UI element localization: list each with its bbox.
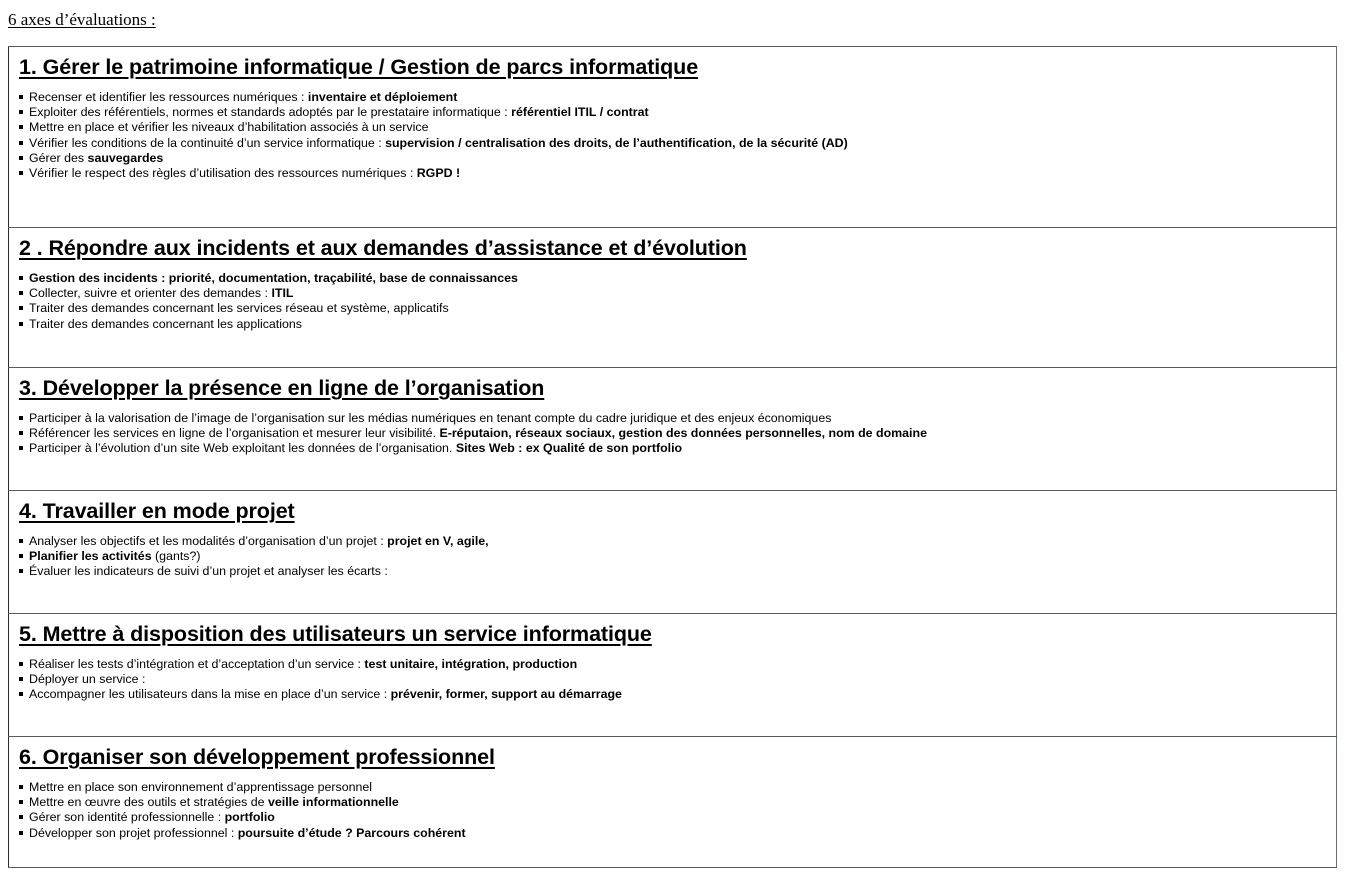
axis-cell-4 xyxy=(9,491,1337,614)
list-item-emphasis: RGPD ! xyxy=(416,166,461,181)
axis-content-5 xyxy=(9,614,1336,736)
list-item-tail: (gants?) xyxy=(151,549,201,564)
bullet-square-icon xyxy=(19,95,23,99)
list-item-emphasis: prévenir, former, support au démarrage xyxy=(390,687,622,702)
axis-item-list-1 xyxy=(19,90,1326,181)
list-item-emphasis: Gestion des incidents : priorité, documentation, traçabilité, base de connaissances xyxy=(29,271,518,285)
list-item-text: Traiter des demandes concernant les applications xyxy=(29,316,302,331)
bullet-square-icon xyxy=(19,785,23,789)
axis-cell-5 xyxy=(9,614,1337,737)
bullet-square-icon xyxy=(19,800,23,804)
axis-title-6: 6. Organiser son développement professionnel xyxy=(19,745,495,769)
bullet-square-icon xyxy=(19,276,23,280)
list-item-text: Traiter des demandes concernant les services réseau et système, applicatifs xyxy=(29,301,449,316)
list-item-text: Évaluer les indicateurs de suivi d’un projet et analyser les écarts : xyxy=(29,564,388,579)
bullet-square-icon xyxy=(19,539,23,543)
axis-title-2: 2 . Répondre aux incidents et aux demandes d’assistance et d’évolution xyxy=(19,236,747,260)
axis-cell-1 xyxy=(9,47,1337,228)
axis-content-1 xyxy=(9,47,1336,227)
axis-item-list-2 xyxy=(19,271,1326,332)
axis-content-4 xyxy=(9,491,1336,613)
list-item-emphasis: projet en V, agile, xyxy=(387,534,489,548)
list-item xyxy=(19,687,1326,702)
list-item-emphasis: test unitaire, intégration, production xyxy=(364,657,578,671)
list-item xyxy=(19,166,1326,181)
list-item-text: Gérer des xyxy=(29,150,88,165)
list-item-text: Participer à l’évolution d’un site Web exploitant les données de l’organisation. xyxy=(29,441,456,456)
axis-title-3: 3. Développer la présence en ligne de l’organisation xyxy=(19,376,545,400)
list-item-emphasis: poursuite d’étude ? Parcours cohérent xyxy=(237,825,466,840)
list-item-emphasis: inventaire et déploiement xyxy=(307,90,458,104)
bullet-square-icon xyxy=(19,416,23,420)
axis-cell-2 xyxy=(9,228,1337,368)
list-item xyxy=(19,151,1326,166)
list-item-text: Analyser les objectifs et les modalités d’organisation d’un projet : xyxy=(29,534,388,548)
axis-title-5: 5. Mettre à disposition des utilisateurs un service informatique xyxy=(19,622,652,646)
list-item xyxy=(19,780,1326,795)
axis-title-4: 4. Travailler en mode projet xyxy=(19,499,295,523)
list-item xyxy=(19,534,1326,549)
table-row xyxy=(9,614,1337,737)
list-item xyxy=(19,426,1326,441)
bullet-square-icon xyxy=(19,677,23,681)
bullet-square-icon xyxy=(19,831,23,835)
bullet-square-icon xyxy=(19,156,23,160)
list-item xyxy=(19,810,1326,825)
list-item xyxy=(19,826,1326,841)
axis-item-list-6 xyxy=(19,780,1326,841)
bullet-square-icon xyxy=(19,110,23,114)
list-item-text: Accompagner les utilisateurs dans la mise en place d’un service : xyxy=(29,687,391,702)
list-item-emphasis: ITIL xyxy=(271,286,294,301)
bullet-square-icon xyxy=(19,431,23,435)
list-item xyxy=(19,136,1326,151)
bullet-square-icon xyxy=(19,306,23,310)
list-item-text: Gérer son identité professionnelle : xyxy=(29,810,225,825)
axis-title-1: 1. Gérer le patrimoine informatique / Gestion de parcs informatique xyxy=(19,55,699,79)
list-item xyxy=(19,795,1326,810)
list-item xyxy=(19,549,1326,564)
table-row xyxy=(9,228,1337,368)
list-item-text: Référencer les services en ligne de l’organisation et mesurer leur visibilité. xyxy=(29,426,440,441)
axis-content-3 xyxy=(9,368,1336,490)
list-item-text: Réaliser les tests d’intégration et d’acceptation d’un service : xyxy=(29,657,365,671)
list-item-text: Mettre en place et vérifier les niveaux d’habilitation associés à un service xyxy=(29,120,429,135)
list-item-text: Développer son projet professionnel : xyxy=(29,825,238,840)
list-item xyxy=(19,90,1326,105)
bullet-square-icon xyxy=(19,815,23,819)
list-item xyxy=(19,564,1326,579)
bullet-square-icon xyxy=(19,171,23,175)
list-item-emphasis: Sites Web : ex Qualité de son portfolio xyxy=(455,441,683,456)
bullet-square-icon xyxy=(19,446,23,450)
bullet-square-icon xyxy=(19,692,23,696)
list-item-text: Exploiter des référentiels, normes et standards adoptés par le prestataire informatique : xyxy=(29,105,512,120)
list-item-text: Mettre en œuvre des outils et stratégies de xyxy=(29,795,268,810)
axes-table xyxy=(8,46,1337,868)
list-item-text: Participer à la valorisation de l’image de l’organisation sur les médias numériques en tenant compte du cadre juridique et des enjeux économiques xyxy=(29,411,832,425)
bullet-square-icon xyxy=(19,554,23,558)
axis-item-list-4 xyxy=(19,534,1326,580)
bullet-square-icon xyxy=(19,125,23,129)
table-row xyxy=(9,737,1337,868)
list-item xyxy=(19,120,1326,135)
list-item-text: Vérifier le respect des règles d’utilisation des ressources numériques : xyxy=(29,166,417,181)
list-item xyxy=(19,411,1326,426)
list-item-text: Collecter, suivre et orienter des demandes : xyxy=(29,286,272,301)
axis-item-list-5 xyxy=(19,657,1326,703)
list-item-emphasis: portfolio xyxy=(224,810,275,825)
axis-item-list-3 xyxy=(19,411,1326,457)
table-row xyxy=(9,368,1337,491)
axis-content-6 xyxy=(9,737,1336,867)
list-item-emphasis: sauvegardes xyxy=(87,150,164,165)
table-row xyxy=(9,491,1337,614)
list-item-emphasis: veille informationnelle xyxy=(267,795,399,810)
bullet-square-icon xyxy=(19,141,23,145)
bullet-square-icon xyxy=(19,322,23,326)
list-item xyxy=(19,105,1326,120)
list-item-emphasis: E-réputaion, réseaux sociaux, gestion des données personnelles, nom de domaine xyxy=(439,426,927,441)
list-item xyxy=(19,301,1326,316)
list-item-text: Vérifier les conditions de la continuité d’un service informatique : xyxy=(29,135,386,150)
list-item xyxy=(19,441,1326,456)
list-item-text: Déployer un service : xyxy=(29,672,146,687)
page-title: 6 axes d’évaluations : xyxy=(8,10,156,29)
bullet-square-icon xyxy=(19,291,23,295)
list-item-text: Mettre en place son environnement d’apprentissage personnel xyxy=(29,780,373,794)
axis-cell-6 xyxy=(9,737,1337,868)
list-item-emphasis: Planifier les activités xyxy=(29,549,152,564)
list-item xyxy=(19,672,1326,687)
list-item-emphasis: supervision / centralisation des droits, de l’authentification, de la sécurité (AD) xyxy=(385,135,848,150)
axes-table-body xyxy=(9,47,1337,868)
bullet-square-icon xyxy=(19,569,23,573)
axis-content-2 xyxy=(9,228,1336,367)
list-item xyxy=(19,286,1326,301)
list-item xyxy=(19,271,1326,286)
bullet-square-icon xyxy=(19,662,23,666)
list-item-emphasis: référentiel ITIL / contrat xyxy=(511,105,649,120)
axis-cell-3 xyxy=(9,368,1337,491)
table-row xyxy=(9,47,1337,228)
list-item xyxy=(19,657,1326,672)
list-item-text: Recenser et identifier les ressources numériques : xyxy=(29,90,308,104)
list-item xyxy=(19,317,1326,332)
